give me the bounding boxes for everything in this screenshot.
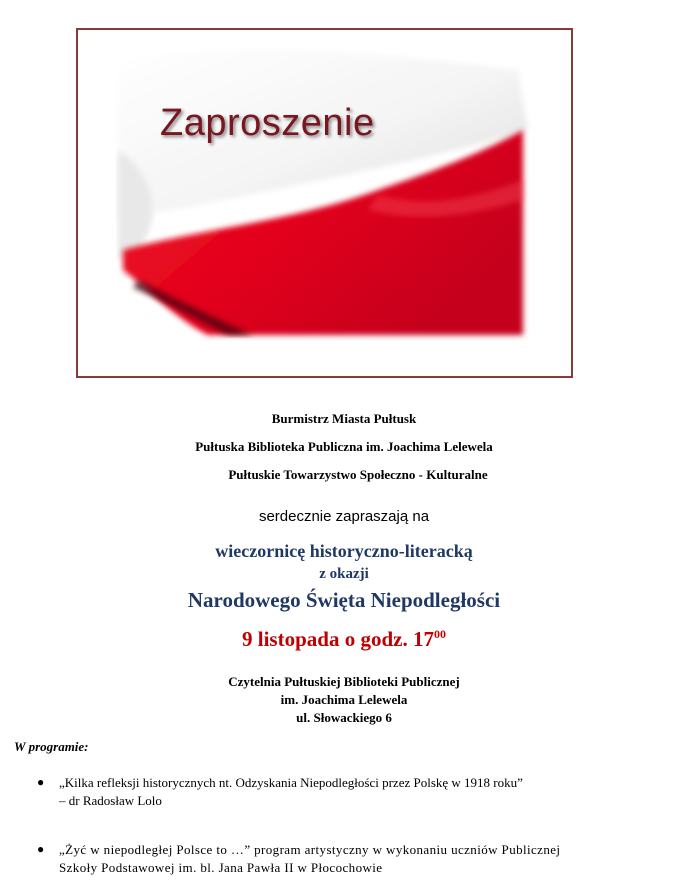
program-item	[59, 841, 679, 877]
event-holiday: Narodowego Święta Niepodległości	[187, 588, 501, 612]
invitation-text: serdecznie zapraszają na	[258, 508, 430, 525]
flag-banner	[76, 28, 573, 378]
event-title: wieczornicę historyczno-literacką	[215, 541, 473, 561]
program-item-line: „Kilka refleksji historycznych nt. Odzyskania Niepodległości przez Polskę w 1918 roku”	[59, 775, 523, 790]
program-item-line: Szkoły Podstawowej im. bl. Jana Pawła II w Płocochowie	[59, 860, 383, 875]
program-item-line: – dr Radosław Lolo	[59, 793, 162, 808]
program-heading: W programie:	[14, 739, 89, 754]
organizer-library: Pułtuska Biblioteka Publiczna im. Joachima Lelewela	[195, 439, 493, 454]
event-time-minutes: 00	[433, 627, 446, 641]
event-date	[0, 627, 688, 652]
venue-line-2: im. Joachima Lelewela	[280, 692, 408, 707]
venue-line-3: ul. Słowackiego 6	[296, 710, 392, 725]
organizer-society: Pułtuskie Towarzystwo Społeczno - Kulturalne	[228, 467, 488, 482]
program-item-line: „Żyć w niepodległej Polsce to …” program artystyczny w wykonaniu uczniów Publicznej	[59, 842, 561, 857]
banner-title: Zaproszenie	[160, 102, 375, 144]
venue-line-1: Czytelnia Pułtuskiej Biblioteki Publicznej	[228, 674, 460, 689]
event-date-text: 9 listopada o godz. 17	[242, 627, 434, 651]
bullet-icon: ●	[37, 842, 45, 856]
bullet-icon: ●	[37, 775, 45, 789]
polish-flag-image	[78, 30, 571, 376]
organizer-mayor: Burmistrz Miasta Pułtusk	[271, 411, 417, 426]
program-item	[59, 774, 679, 810]
event-occasion: z okazji	[319, 566, 369, 582]
